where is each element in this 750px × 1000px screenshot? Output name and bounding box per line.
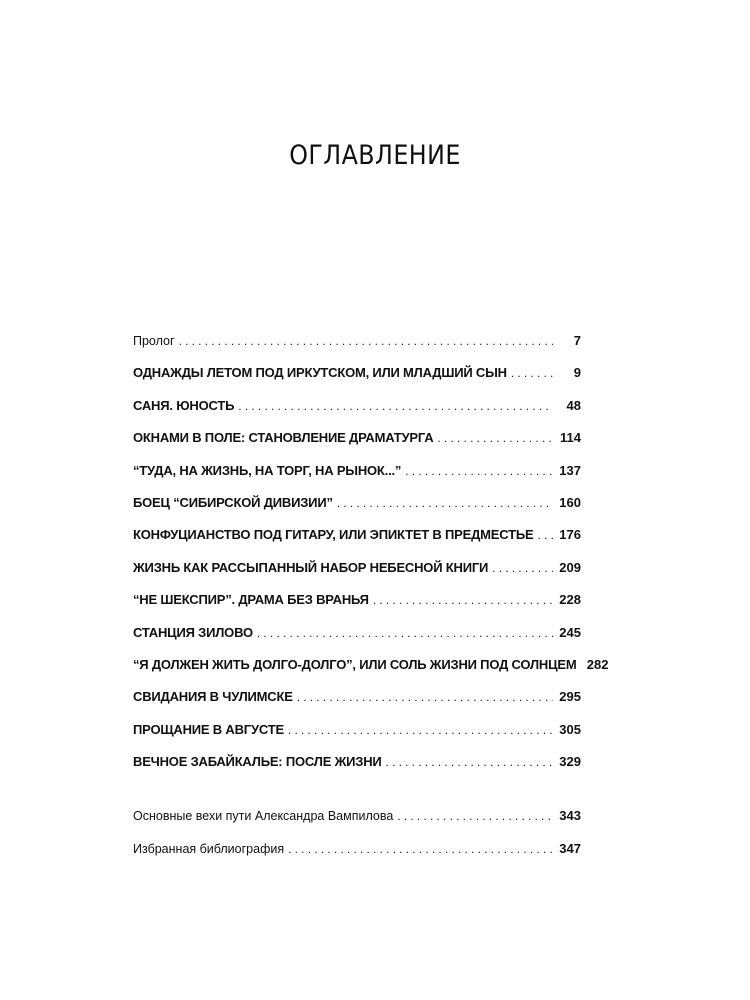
toc-entry-chapter-10[interactable] — [133, 656, 609, 689]
toc-entry-chapter-2[interactable] — [133, 398, 581, 430]
page-title: ОГЛАВЛЕНИЕ — [289, 140, 461, 171]
toc-entry-title: “НЕ ШЕКСПИР”. ДРАМА БЕЗ ВРАНЬЯ — [133, 592, 369, 608]
toc-entry-page: 245 — [559, 624, 581, 640]
toc-entry-title: Избранная библиография — [133, 841, 285, 856]
toc-entry-title: САНЯ. ЮНОСТЬ — [133, 397, 235, 413]
section-gap — [133, 786, 581, 808]
toc-entry-chapter-6[interactable] — [133, 527, 581, 559]
toc-entry-page: 209 — [559, 559, 581, 575]
toc-entry-page: 137 — [559, 462, 581, 478]
toc-entry-title: СТАНЦИЯ ЗИЛОВО — [133, 624, 253, 640]
toc-entry-title: БОЕЦ “СИБИРСКОЙ ДИВИЗИИ” — [133, 494, 333, 510]
dot-leader — [405, 464, 553, 478]
toc-entry-title: ОДНАЖДЫ ЛЕТОМ ПОД ИРКУТСКОМ, ИЛИ МЛАДШИЙ СЫН — [133, 365, 507, 381]
dot-leader — [492, 561, 553, 575]
toc-entry-chapter-5[interactable] — [133, 495, 581, 527]
toc-entry-title: Пролог — [133, 334, 175, 348]
toc-entry-bibliography[interactable] — [133, 841, 581, 873]
toc-entry-page: 347 — [559, 840, 581, 856]
dot-leader — [397, 809, 553, 823]
toc-entry-page: 343 — [559, 808, 581, 824]
toc-entry-chapter-3[interactable] — [133, 430, 581, 462]
dot-leader — [288, 723, 553, 737]
dot-leader — [511, 366, 553, 380]
dot-leader — [238, 399, 553, 413]
toc-entry-prologue[interactable] — [133, 333, 581, 365]
toc-entry-chapter-11[interactable] — [133, 689, 581, 721]
toc-entry-chapter-4[interactable] — [133, 463, 581, 495]
toc-entry-page: 176 — [559, 527, 581, 543]
dot-leader — [373, 593, 553, 607]
toc-entry-title: ПРОЩАНИЕ В АВГУСТЕ — [133, 721, 284, 737]
toc-entry-chapter-12[interactable] — [133, 722, 581, 754]
dot-leader — [437, 431, 553, 445]
toc-entry-title: СВИДАНИЯ В ЧУЛИМСКЕ — [133, 689, 293, 705]
toc-entry-page: 282 — [586, 656, 609, 672]
toc-entry-title: “Я ДОЛЖЕН ЖИТЬ ДОЛГО-ДОЛГО”, ИЛИ СОЛЬ ЖИЗНИ ПОД СОЛНЦЕМ — [133, 656, 577, 672]
toc-entry-chapter-9[interactable] — [133, 625, 581, 657]
toc-entry-page: 329 — [559, 754, 581, 770]
toc-entry-page: 160 — [559, 494, 581, 510]
toc-entry-title: ВЕЧНОЕ ЗАБАЙКАЛЬЕ: ПОСЛЕ ЖИЗНИ — [133, 754, 382, 770]
dot-leader — [386, 755, 553, 769]
dot-leader — [337, 496, 553, 510]
toc-entry-title: ЖИЗНЬ КАК РАССЫПАННЫЙ НАБОР НЕБЕСНОЙ КНИГИ — [133, 559, 489, 575]
toc-entry-title: “ТУДА, НА ЖИЗНЬ, НА ТОРГ, НА РЫНОК...” — [133, 462, 402, 478]
toc-entry-chapter-13[interactable] — [133, 754, 581, 786]
dot-leader — [297, 690, 553, 704]
dot-leader — [257, 626, 553, 640]
toc-entry-page: 305 — [559, 721, 581, 737]
dot-leader — [538, 528, 553, 542]
toc-entry-title: КОНФУЦИАНСТВО ПОД ГИТАРУ, ИЛИ ЭПИКТЕТ В ПРЕДМЕСТЬЕ — [133, 527, 534, 543]
toc-entry-page: 228 — [559, 592, 581, 608]
toc-entry-page: 114 — [560, 430, 581, 446]
toc-entry-chapter-1[interactable] — [133, 365, 581, 397]
toc-entry-page: 48 — [566, 397, 581, 413]
toc-entry-title: ОКНАМИ В ПОЛЕ: СТАНОВЛЕНИЕ ДРАМАТУРГА — [133, 430, 434, 446]
toc-entry-title: Основные вехи пути Александра Вампилова — [133, 809, 394, 824]
table-of-contents — [133, 333, 609, 873]
dot-leader — [179, 334, 553, 348]
toc-entry-page: 9 — [573, 365, 581, 381]
toc-entry-page: 7 — [573, 333, 581, 348]
toc-entry-chronology[interactable] — [133, 808, 581, 840]
dot-leader — [288, 842, 553, 856]
toc-entry-page: 295 — [559, 689, 581, 705]
toc-entry-chapter-8[interactable] — [133, 592, 581, 624]
toc-entry-chapter-7[interactable] — [133, 560, 581, 592]
